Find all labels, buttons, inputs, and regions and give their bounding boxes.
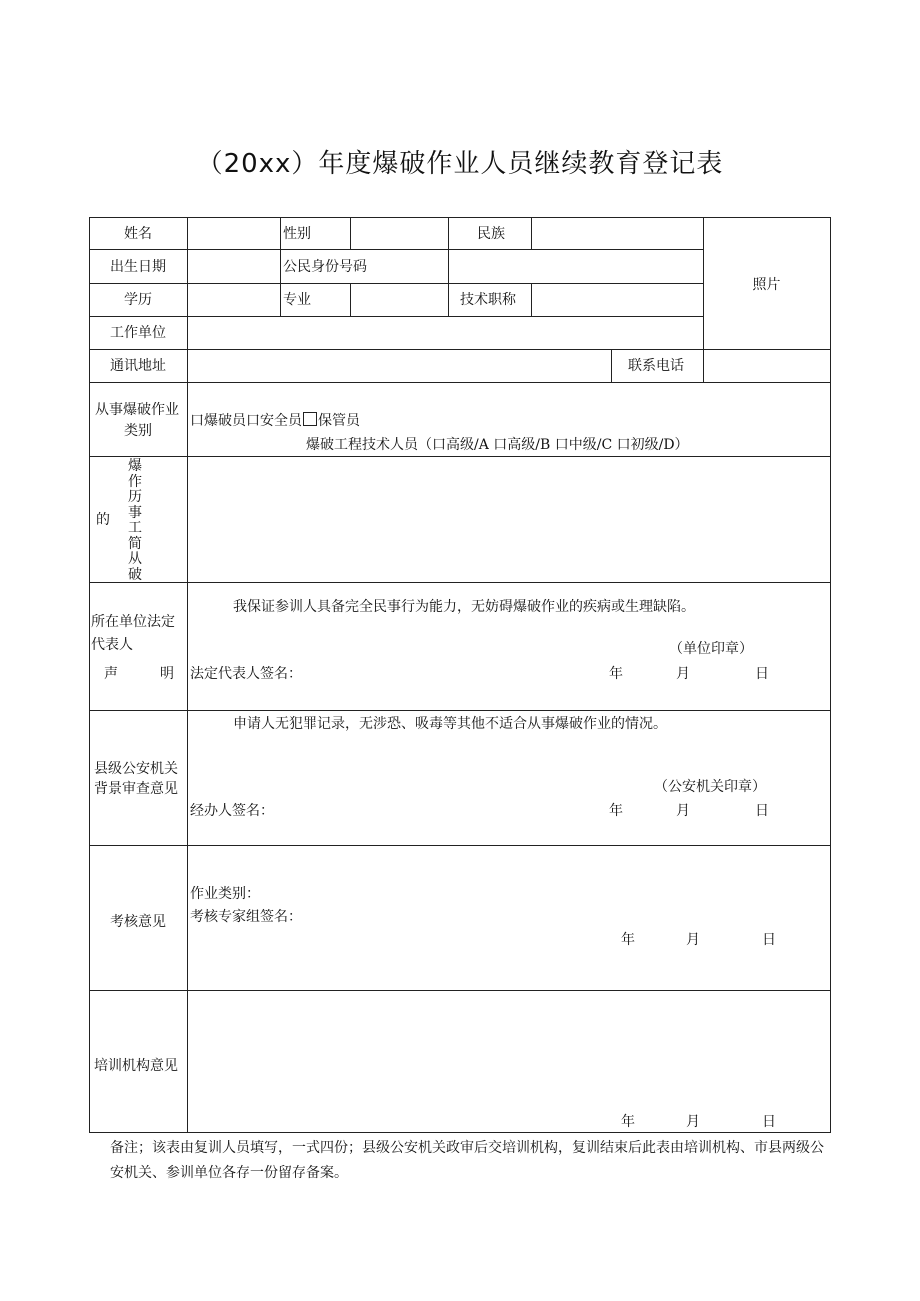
row-divider <box>89 382 831 383</box>
date-month: 月 <box>686 932 700 948</box>
row-divider <box>89 845 831 846</box>
phone-label: 联系电话 <box>628 358 684 374</box>
category-options-line1 <box>190 412 360 430</box>
footnote: 备注；该表由复训人员填写，一式四份；县级公安机关政审后交培训机构，复训结束后此表由培训机构、市县两级公安机关、参训单位各存一份留存备案。 <box>110 1140 824 1181</box>
date-year: 年 <box>621 1114 635 1130</box>
date-year: 年 <box>609 666 623 682</box>
police-label: 县级公安机关 <box>94 761 178 777</box>
date-month: 月 <box>676 803 690 819</box>
history-label-side: 的 <box>96 512 110 528</box>
id-number-label: 公民身份号码 <box>283 259 367 275</box>
assessment-signature[interactable]: 考核专家组签名： <box>190 909 302 925</box>
row-divider <box>89 456 831 457</box>
category-label: 从事爆破作业 <box>95 402 179 418</box>
legal-rep-label-3: 声 <box>104 666 118 682</box>
date-year: 年 <box>621 932 635 948</box>
major-label: 专业 <box>283 292 311 308</box>
table-border-bottom <box>89 1132 831 1133</box>
storekeeper-label: 保管员 <box>318 413 360 429</box>
row-divider <box>89 283 703 284</box>
police-statement: 申请人无犯罪记录，无涉恐、吸毒等其他不适合从事爆破作业的情况。 <box>233 716 667 732</box>
gender-input[interactable] <box>352 219 447 249</box>
col-divider <box>531 283 532 316</box>
work-unit-label: 工作单位 <box>110 325 166 341</box>
row-divider <box>89 316 703 317</box>
col-divider <box>187 217 188 1133</box>
training-input[interactable] <box>189 992 829 1092</box>
category-options[interactable]: 口爆破员口安全员 <box>190 413 302 429</box>
title-rank-label: 技术职称 <box>460 292 516 308</box>
police-seal: （公安机关印章） <box>654 779 766 795</box>
education-label: 学历 <box>124 292 152 308</box>
address-label: 通讯地址 <box>110 358 166 374</box>
legal-rep-label-3b: 明 <box>160 666 174 682</box>
name-input[interactable] <box>189 219 279 249</box>
birth-date-input[interactable] <box>189 251 279 282</box>
row-divider <box>89 582 831 583</box>
col-divider <box>350 283 351 316</box>
col-divider <box>611 349 612 382</box>
row-divider <box>89 990 831 991</box>
assessment-category[interactable]: 作业类别： <box>190 886 260 902</box>
address-input[interactable] <box>189 351 610 381</box>
major-input[interactable] <box>352 285 447 315</box>
work-unit-input[interactable] <box>189 318 702 348</box>
date-day: 日 <box>755 666 769 682</box>
table-border-left <box>89 217 90 1133</box>
legal-rep-signature[interactable]: 法定代表人签名： <box>190 666 302 682</box>
phone-input[interactable] <box>705 351 829 381</box>
storekeeper-checkbox[interactable] <box>303 412 317 426</box>
date-day: 日 <box>755 803 769 819</box>
date-year: 年 <box>609 803 623 819</box>
ethnicity-input[interactable] <box>533 219 702 249</box>
police-signature[interactable]: 经办人签名： <box>190 803 274 819</box>
police-label-2: 背景审查意见 <box>94 781 178 797</box>
training-label: 培训机构意见 <box>94 1058 178 1074</box>
legal-rep-statement: 我保证参训人具备完全民事行为能力，无妨碍爆破作业的疾病或生理缺陷。 <box>233 599 695 615</box>
education-input[interactable] <box>189 285 279 315</box>
date-month: 月 <box>686 1114 700 1130</box>
legal-rep-label: 所在单位法定 <box>91 614 175 630</box>
date-day: 日 <box>762 1114 776 1130</box>
date-day: 日 <box>762 932 776 948</box>
legal-rep-label-2: 代表人 <box>91 637 133 653</box>
legal-rep-seal: （单位印章） <box>669 641 753 657</box>
id-number-input[interactable] <box>450 251 702 282</box>
title-rank-input[interactable] <box>533 285 702 315</box>
gender-label: 性别 <box>283 226 311 242</box>
birth-date-label: 出生日期 <box>110 259 166 275</box>
category-label-2: 类别 <box>124 423 152 439</box>
photo-label: 照片 <box>752 276 781 293</box>
photo-box[interactable] <box>703 218 830 349</box>
col-divider <box>448 217 449 316</box>
col-divider <box>280 217 281 316</box>
table-border-right <box>830 217 831 1133</box>
assessment-label: 考核意见 <box>110 914 166 930</box>
form-title: （20xx）年度爆破作业人员继续教育登记表 <box>196 149 724 179</box>
date-month: 月 <box>676 666 690 682</box>
row-divider <box>89 249 703 250</box>
history-label-vertical: 爆作历事工简从破 <box>128 458 142 583</box>
row-divider <box>89 710 831 711</box>
col-divider <box>350 217 351 250</box>
history-input[interactable] <box>189 458 829 581</box>
category-options-line2[interactable]: 爆破工程技术人员（口高级/A 口高级/B 口中级/C 口初级/D） <box>306 437 689 453</box>
name-label: 姓名 <box>124 226 152 242</box>
col-divider <box>531 217 532 250</box>
ethnicity-label: 民族 <box>477 226 505 242</box>
row-divider <box>89 349 831 350</box>
